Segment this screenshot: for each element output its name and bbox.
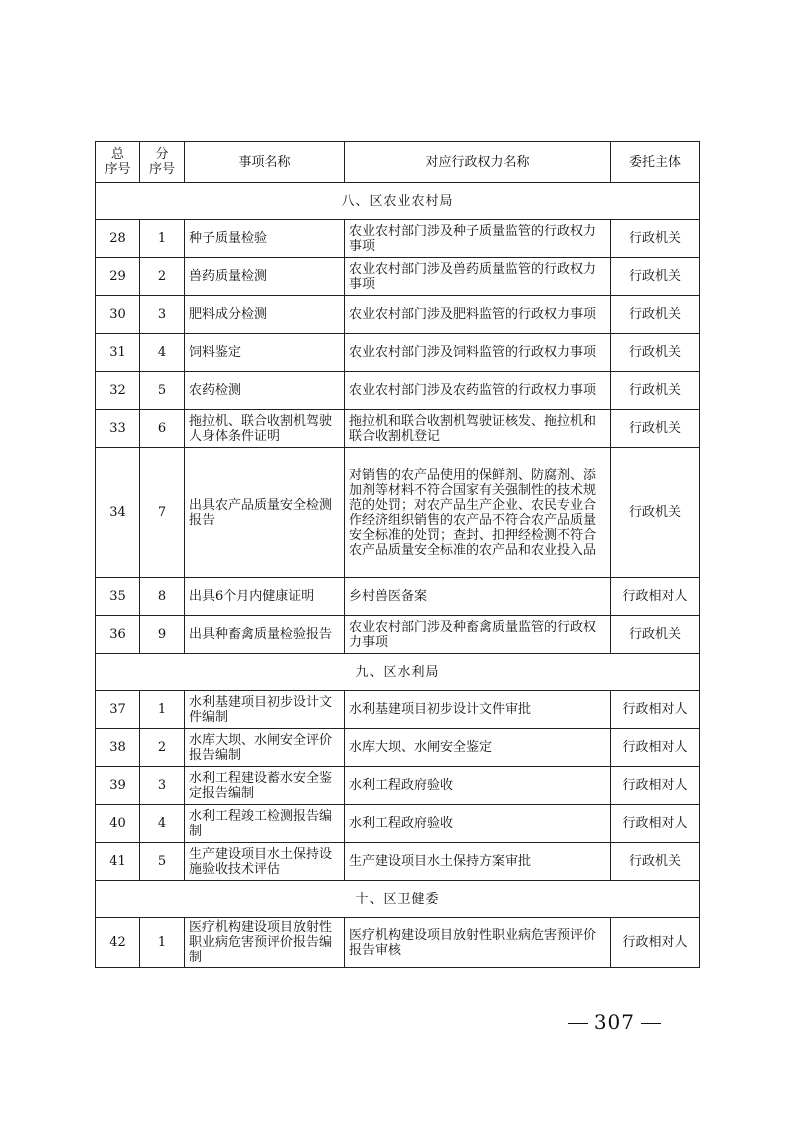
cell-sub-no: 7 [140,448,185,578]
page-number-text: 307 [593,1010,635,1034]
cell-total-no: 38 [96,729,140,767]
cell-sub-no: 9 [140,616,185,654]
cell-item-name: 水利工程竣工检测报告编制 [185,805,345,843]
section-title: 八、区农业农村局 [96,183,700,220]
cell-entrust: 行政机关 [611,220,700,258]
cell-power-name: 农业农村部门涉及种畜禽质量监管的行政权力事项 [345,616,611,654]
section-title: 十、区卫健委 [96,881,700,918]
document-table-container [95,141,699,968]
cell-entrust: 行政机关 [611,843,700,881]
cell-entrust: 行政相对人 [611,691,700,729]
cell-total-no: 37 [96,691,140,729]
cell-item-name: 拖拉机、联合收割机驾驶人身体条件证明 [185,410,345,448]
table-row [96,805,700,843]
table-row [96,258,700,296]
section-row [96,183,700,220]
cell-power-name: 水库大坝、水闸安全鉴定 [345,729,611,767]
table-row [96,767,700,805]
cell-total-no: 29 [96,258,140,296]
cell-power-name: 农业农村部门涉及农药监管的行政权力事项 [345,372,611,410]
cell-sub-no: 3 [140,296,185,334]
header-sub-no: 分 序号 [140,142,185,183]
cell-power-name: 水利工程政府验收 [345,805,611,843]
cell-item-name: 种子质量检验 [185,220,345,258]
header-item-name: 事项名称 [185,142,345,183]
cell-entrust: 行政机关 [611,410,700,448]
page-dash-right [641,1023,661,1024]
header-entrust: 委托主体 [611,142,700,183]
table-row [96,843,700,881]
cell-sub-no: 6 [140,410,185,448]
page-number [562,1010,667,1034]
cell-power-name: 生产建设项目水土保持方案审批 [345,843,611,881]
header-power-name: 对应行政权力名称 [345,142,611,183]
cell-item-name: 水利工程建设蓄水安全鉴定报告编制 [185,767,345,805]
table-row [96,691,700,729]
table-row [96,372,700,410]
cell-item-name: 水库大坝、水闸安全评价报告编制 [185,729,345,767]
cell-sub-no: 5 [140,843,185,881]
cell-entrust: 行政相对人 [611,918,700,968]
cell-total-no: 34 [96,448,140,578]
cell-item-name: 兽药质量检测 [185,258,345,296]
cell-item-name: 出具农产品质量安全检测报告 [185,448,345,578]
cell-power-name: 医疗机构建设项目放射性职业病危害预评价报告审核 [345,918,611,968]
cell-entrust: 行政机关 [611,372,700,410]
cell-sub-no: 4 [140,334,185,372]
administrative-items-table [95,141,700,968]
table-row [96,448,700,578]
cell-power-name: 农业农村部门涉及种子质量监管的行政权力事项 [345,220,611,258]
cell-power-name: 水利工程政府验收 [345,767,611,805]
cell-power-name: 农业农村部门涉及肥料监管的行政权力事项 [345,296,611,334]
header-total-no: 总 序号 [96,142,140,183]
cell-power-name: 乡村兽医备案 [345,578,611,616]
cell-power-name: 水利基建项目初步设计文件审批 [345,691,611,729]
table-row [96,334,700,372]
cell-item-name: 水利基建项目初步设计文件编制 [185,691,345,729]
cell-item-name: 农药检测 [185,372,345,410]
section-row [96,654,700,691]
cell-entrust: 行政机关 [611,448,700,578]
cell-total-no: 41 [96,843,140,881]
cell-sub-no: 5 [140,372,185,410]
cell-sub-no: 1 [140,220,185,258]
table-row [96,616,700,654]
cell-total-no: 30 [96,296,140,334]
cell-entrust: 行政机关 [611,258,700,296]
cell-entrust: 行政机关 [611,296,700,334]
cell-sub-no: 1 [140,691,185,729]
cell-entrust: 行政相对人 [611,578,700,616]
cell-sub-no: 2 [140,729,185,767]
cell-item-name: 饲料鉴定 [185,334,345,372]
cell-sub-no: 8 [140,578,185,616]
cell-total-no: 40 [96,805,140,843]
table-row [96,918,700,968]
table-row [96,220,700,258]
cell-item-name: 出具种畜禽质量检验报告 [185,616,345,654]
table-row [96,578,700,616]
cell-sub-no: 3 [140,767,185,805]
cell-total-no: 31 [96,334,140,372]
cell-total-no: 28 [96,220,140,258]
cell-item-name: 肥料成分检测 [185,296,345,334]
cell-entrust: 行政相对人 [611,729,700,767]
cell-sub-no: 4 [140,805,185,843]
cell-power-name: 对销售的农产品使用的保鲜剂、防腐剂、添加剂等材料不符合国家有关强制性的技术规范的处罚；对农产品生产企业、农民专业合作经济组织销售的农产品不符合农产品质量安全标准的处罚；查封、扣押经检测不符合农产品质量安全标准的农产品和农业投入品 [345,448,611,578]
cell-total-no: 33 [96,410,140,448]
table-header-row [96,142,700,183]
cell-entrust: 行政机关 [611,334,700,372]
section-title: 九、区水利局 [96,654,700,691]
section-row [96,881,700,918]
cell-total-no: 36 [96,616,140,654]
cell-total-no: 32 [96,372,140,410]
cell-entrust: 行政相对人 [611,805,700,843]
cell-entrust: 行政相对人 [611,767,700,805]
cell-total-no: 39 [96,767,140,805]
cell-total-no: 35 [96,578,140,616]
cell-item-name: 医疗机构建设项目放射性职业病危害预评价报告编制 [185,918,345,968]
page-dash-left [568,1023,588,1024]
table-row [96,729,700,767]
cell-total-no: 42 [96,918,140,968]
cell-sub-no: 2 [140,258,185,296]
cell-power-name: 农业农村部门涉及饲料监管的行政权力事项 [345,334,611,372]
cell-item-name: 出具6个月内健康证明 [185,578,345,616]
cell-power-name: 拖拉机和联合收割机驾驶证核发、拖拉机和联合收割机登记 [345,410,611,448]
cell-entrust: 行政机关 [611,616,700,654]
table-row [96,296,700,334]
cell-sub-no: 1 [140,918,185,968]
table-row [96,410,700,448]
cell-power-name: 农业农村部门涉及兽药质量监管的行政权力事项 [345,258,611,296]
cell-item-name: 生产建设项目水土保持设施验收技术评估 [185,843,345,881]
